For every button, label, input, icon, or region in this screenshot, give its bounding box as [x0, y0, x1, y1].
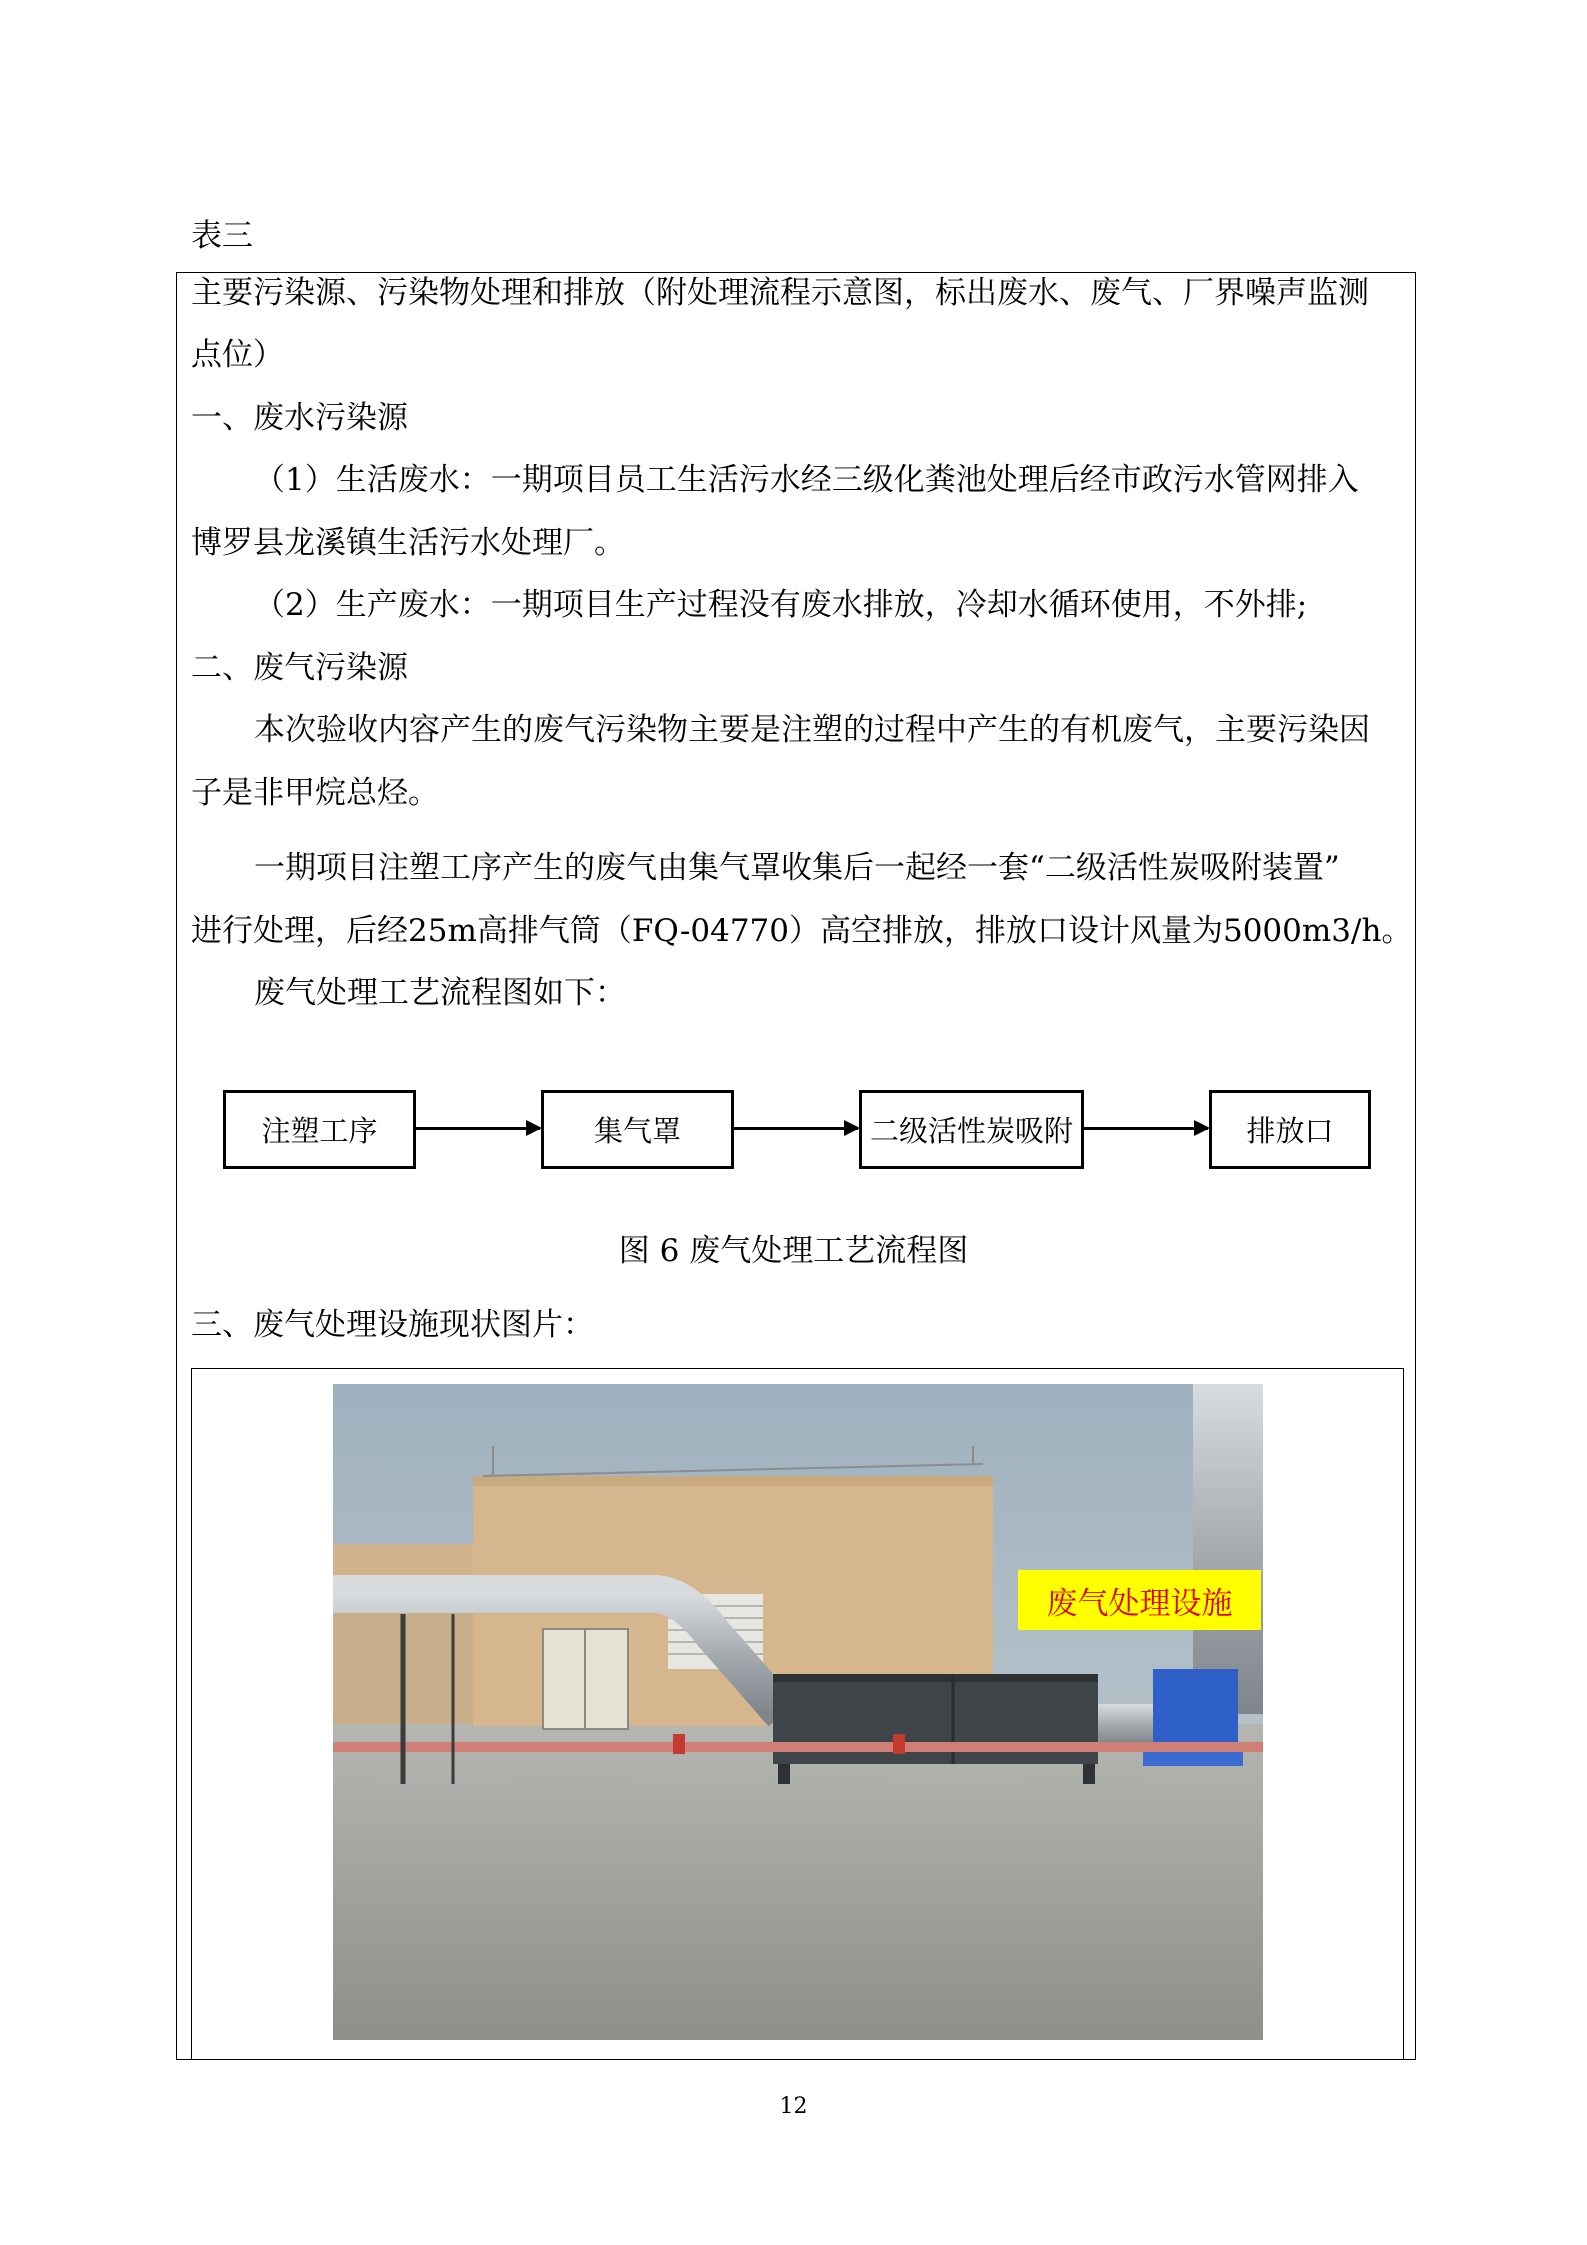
facility-photo	[333, 1384, 1263, 2040]
waste-gas-paragraph: 本次验收内容产生的废气污染物主要是注塑的过程中产生的有机废气，主要污染因	[254, 712, 1370, 748]
waste-gas-heading: 二、废气污染源	[191, 650, 408, 686]
production-wastewater-text: （2）生产废水：一期项目生产过程没有废水排放，冷却水循环使用，不外排;	[254, 587, 1308, 623]
table-title: 表三	[191, 218, 253, 254]
treatment-paragraph: 一期项目注塑工序产生的废气由集气罩收集后一起经一套“二级活性炭吸附装置”	[254, 850, 1340, 886]
flow-step-outlet: 排放口	[1209, 1090, 1371, 1169]
photo-heading: 三、废气处理设施现状图片：	[191, 1307, 594, 1343]
section-heading-cont: 点位）	[191, 337, 284, 373]
domestic-wastewater-text-cont: 博罗县龙溪镇生活污水处理厂。	[191, 525, 625, 561]
section-heading: 主要污染源、污染物处理和排放（附处理流程示意图，标出废水、废气、厂界噪声监测	[191, 275, 1369, 311]
flow-step-injection: 注塑工序	[223, 1090, 416, 1169]
domestic-wastewater-text: （1）生活废水：一期项目员工生活污水经三级化粪池处理后经市政污水管网排入	[254, 462, 1359, 498]
treatment-paragraph-cont: 进行处理，后经25m高排气筒（FQ-04770）高空排放，排放口设计风量为5000m3/h。	[191, 913, 1413, 949]
flow-arrow-1	[416, 1127, 540, 1130]
flow-intro: 废气处理工艺流程图如下：	[254, 975, 626, 1011]
flow-step-hood: 集气罩	[541, 1090, 734, 1169]
flow-step-carbon: 二级活性炭吸附	[859, 1090, 1084, 1169]
photo-label: 废气处理设施	[1018, 1570, 1261, 1630]
flow-arrow-2	[734, 1127, 858, 1130]
page-number: 12	[779, 2094, 808, 2119]
wastewater-heading: 一、废水污染源	[191, 400, 408, 436]
figure-caption: 图 6 废气处理工艺流程图	[618, 1233, 969, 1269]
flow-arrow-3	[1084, 1127, 1208, 1130]
waste-gas-paragraph-cont: 子是非甲烷总烃。	[191, 775, 439, 811]
